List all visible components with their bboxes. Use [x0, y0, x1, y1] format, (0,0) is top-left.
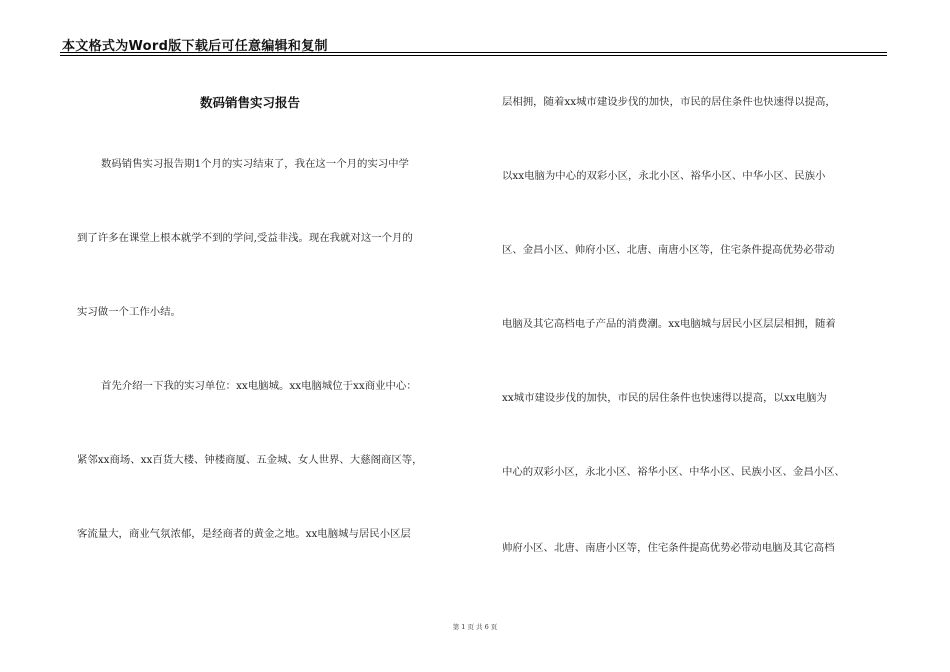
paragraph-line: 层相拥，随着xx城市建设步伐的加快，市民的居住条件也快速得以提高， [502, 96, 836, 108]
paragraph-line: 区、金昌小区、帅府小区、北唐、南唐小区等，住宅条件提高优势必带动 [502, 244, 835, 256]
header-divider-bottom [60, 55, 887, 56]
paragraph-line: 电脑及其它高档电子产品的消费潮。xx电脑城与居民小区层层相拥，随着 [502, 318, 836, 330]
paragraph-line: 紧邻xx商场、xx百货大楼、钟楼商厦、五金城、女人世界、大慈阁商区等， [77, 454, 423, 466]
paragraph-line: 以xx电脑为中心的双彩小区，永北小区、裕华小区、中华小区、民族小 [502, 170, 826, 182]
header-divider-top [60, 52, 887, 53]
paragraph-line: 中心的双彩小区，永北小区、裕华小区、中华小区、民族小区、金昌小区、 [502, 466, 845, 478]
document-title: 数码销售实习报告 [200, 95, 301, 110]
paragraph-line: 客流量大，商业气氛浓郁，是经商者的黄金之地。xx电脑城与居民小区层 [77, 528, 411, 540]
paragraph-line: 帅府小区、北唐、南唐小区等，住宅条件提高优势必带动电脑及其它高档 [502, 542, 835, 554]
paragraph-line: 数码销售实习报告期1个月的实习结束了，我在这一个月的实习中学 [101, 158, 409, 170]
page-number: 第 1 页 共 6 页 [452, 623, 498, 631]
paragraph-line: 首先介绍一下我的实习单位：xx电脑城。xx电脑城位于xx商业中心： [101, 380, 417, 392]
header-banner: 本文格式为Word版下载后可任意编辑和复制 [62, 39, 328, 54]
paragraph-line: 到了许多在课堂上根本就学不到的学问,受益非浅。现在我就对这一个月的 [77, 232, 413, 244]
paragraph-line: xx城市建设步伐的加快，市民的居住条件也快速得以提高，以xx电脑为 [502, 392, 827, 404]
paragraph-line: 实习做一个工作小结。 [77, 306, 181, 318]
